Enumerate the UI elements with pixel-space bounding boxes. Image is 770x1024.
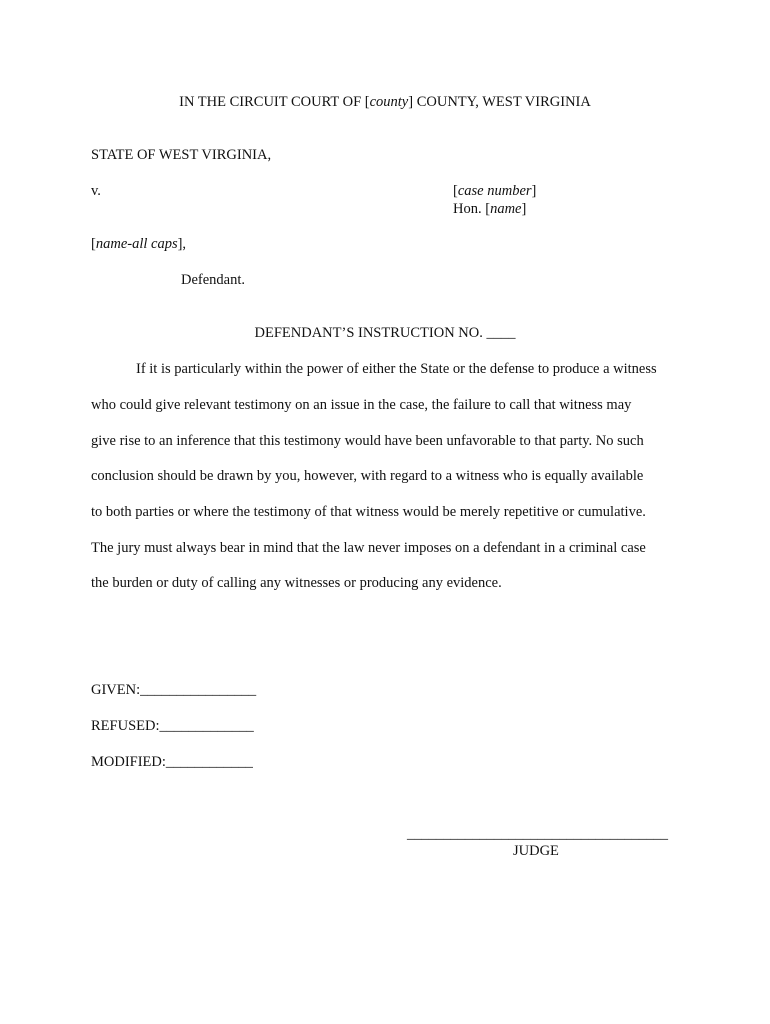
modified-field: MODIFIED:____________: [91, 754, 253, 770]
defendant-open: [: [91, 236, 96, 252]
court-county-placeholder: county: [369, 94, 409, 110]
case-number-line: [453, 183, 536, 200]
instruction-line: who could give relevant testimony on an issue in the case, the failure to call that witness may: [91, 397, 632, 413]
defendant-close: ],: [177, 236, 187, 252]
court-heading: [0, 94, 770, 111]
instruction-line: If it is particularly within the power of either the State or the defense to produce a witness: [136, 361, 657, 377]
instruction-line: give rise to an inference that this testimony would have been unfavorable to that party. No such: [91, 433, 644, 449]
defendant-role: Defendant.: [181, 272, 246, 288]
instruction-line: to both parties or where the testimony of that witness would be merely repetitive or cumulative.: [91, 504, 646, 520]
case-number-close: ]: [531, 183, 537, 199]
instruction-title: DEFENDANT’S INSTRUCTION NO. ____: [254, 325, 516, 341]
judge-suffix: ]: [521, 201, 527, 217]
judge-line: [453, 201, 526, 218]
case-number-open: [: [453, 183, 458, 199]
judge-prefix: Hon. [: [453, 201, 491, 217]
instruction-line: The jury must always bear in mind that the law never imposes on a defendant in a criminal case: [91, 540, 646, 556]
judge-signature-line: ____________________________________: [407, 826, 668, 842]
court-heading-suffix: ] COUNTY, WEST VIRGINIA: [408, 94, 591, 110]
given-field: GIVEN:________________: [91, 682, 257, 698]
versus-label: v.: [91, 183, 101, 199]
court-heading-prefix: IN THE CIRCUIT COURT OF [: [179, 94, 370, 110]
defendant-name-placeholder: name-all caps: [95, 236, 178, 252]
refused-field: REFUSED:_____________: [91, 718, 254, 734]
plaintiff-name: STATE OF WEST VIRGINIA,: [91, 147, 272, 163]
instruction-line: the burden or duty of calling any witnesses or producing any evidence.: [91, 575, 502, 591]
defendant-name-line: [91, 236, 186, 253]
judge-name-placeholder: name: [490, 201, 522, 217]
judge-signature-label: JUDGE: [513, 843, 559, 859]
case-number-placeholder: case number: [457, 183, 532, 199]
instruction-line: conclusion should be drawn by you, however, with regard to a witness who is equally available: [91, 468, 644, 484]
